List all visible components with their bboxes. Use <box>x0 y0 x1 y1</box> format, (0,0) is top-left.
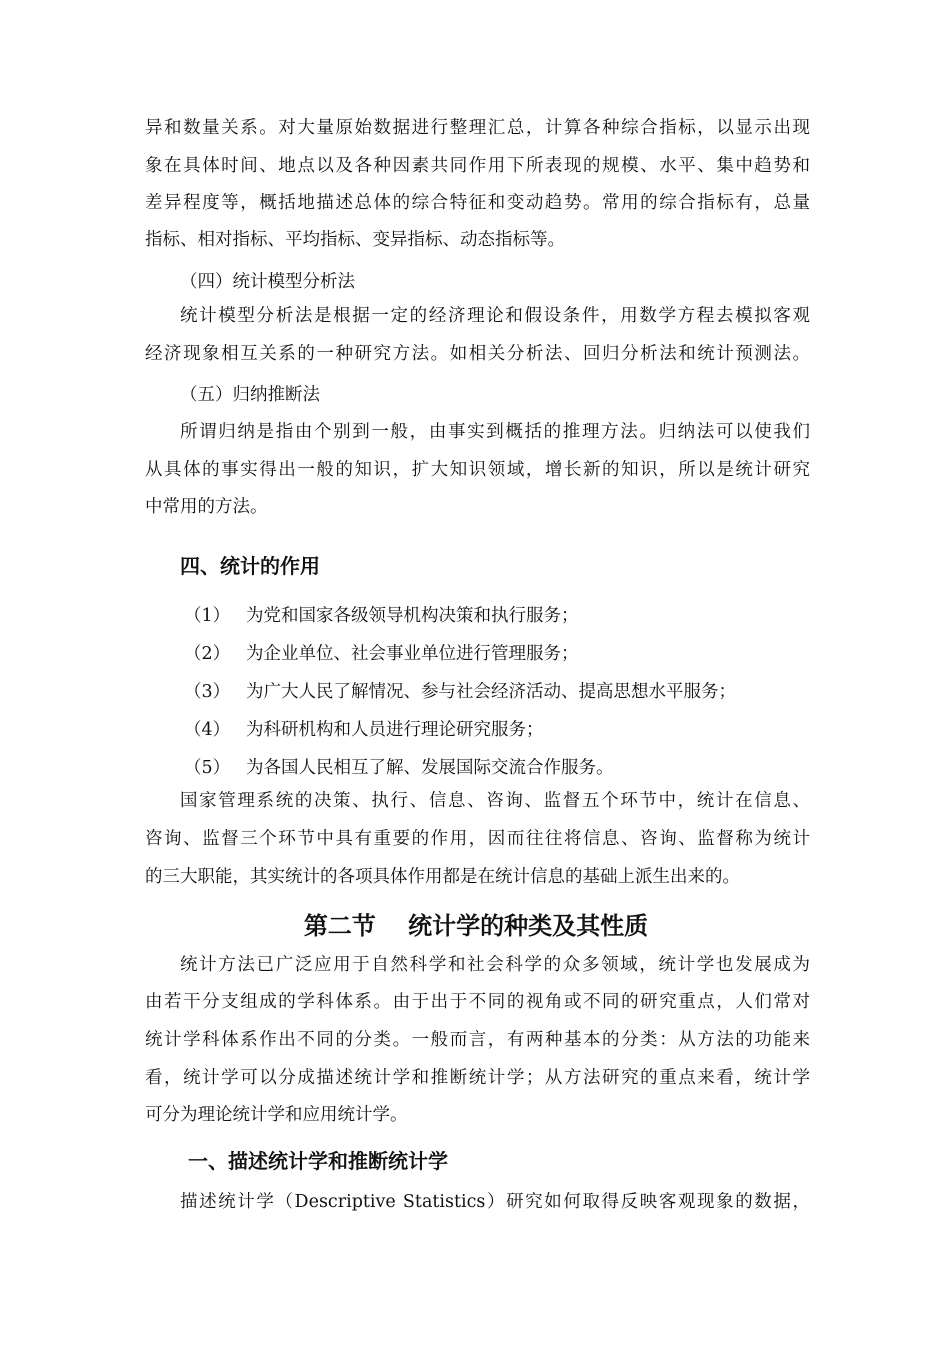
paragraph-line: 描述统计学（Descriptive Statistics）研究如何取得反映客观现象的数据， <box>180 1192 810 1212</box>
role-list-item: （4） 为科研机构和人员进行理论研究服务； <box>184 720 544 740</box>
paragraph-line: 看，统计学可以分成描述统计学和推断统计学；从方法研究的重点来看，统计学 <box>145 1068 810 1088</box>
role-list-item: （2） 为企业单位、社会事业单位进行管理服务； <box>184 644 579 664</box>
paragraph-line: 可分为理论统计学和应用统计学。 <box>145 1105 408 1125</box>
paragraph-line: 异和数量关系。对大量原始数据进行整理汇总，计算各种综合指标，以显示出现 <box>145 118 810 138</box>
paragraph-line: 的三大职能，其实统计的各项具体作用都是在统计信息的基础上派生出来的。 <box>145 867 740 887</box>
paragraph-line: 统计模型分析法是根据一定的经济理论和假设条件，用数学方程去模拟客观 <box>180 306 810 326</box>
section-title: 第二节 统计学的种类及其性质 <box>303 912 649 940</box>
paragraph-line: 差异程度等，概括地描述总体的综合特征和变动趋势。常用的综合指标有，总量 <box>145 193 810 213</box>
paragraph-line: 统计方法已广泛应用于自然科学和社会科学的众多领域，统计学也发展成为 <box>180 955 810 975</box>
paragraph-line: 咨询、监督三个环节中具有重要的作用，因而往往将信息、咨询、监督称为统计 <box>145 829 810 849</box>
paragraph-line: 中常用的方法。 <box>145 497 268 517</box>
heading-descriptive-inferential: 一、描述统计学和推断统计学 <box>188 1149 448 1173</box>
paragraph-line: 国家管理系统的决策、执行、信息、咨询、监督五个环节中，统计在信息、 <box>180 791 810 811</box>
paragraph-line: 所谓归纳是指由个别到一般，由事实到概括的推理方法。归纳法可以使我们 <box>180 422 810 442</box>
subheading-induction: （五）归纳推断法 <box>180 385 320 405</box>
role-list-item: （3） 为广大人民了解情况、参与社会经济活动、提高思想水平服务； <box>184 682 736 702</box>
subheading-model-analysis: （四）统计模型分析法 <box>180 272 355 292</box>
paragraph-line: 指标、相对指标、平均指标、变异指标、动态指标等。 <box>145 230 565 250</box>
role-list-item: （1） 为党和国家各级领导机构决策和执行服务； <box>184 606 579 626</box>
paragraph-line: 从具体的事实得出一般的知识，扩大知识领域，增长新的知识，所以是统计研究 <box>145 460 810 480</box>
paragraph-line: 象在具体时间、地点以及各种因素共同作用下所表现的规模、水平、集中趋势和 <box>145 156 810 176</box>
role-list-item: （5） 为各国人民相互了解、发展国际交流合作服务。 <box>184 758 614 778</box>
paragraph-line: 统计学科体系作出不同的分类。一般而言，有两种基本的分类：从方法的功能来 <box>145 1030 810 1050</box>
paragraph-line: 经济现象相互关系的一种研究方法。如相关分析法、回归分析法和统计预测法。 <box>145 344 810 364</box>
paragraph-line: 由若干分支组成的学科体系。由于出于不同的视角或不同的研究重点，人们常对 <box>145 992 810 1012</box>
heading-role-of-statistics: 四、统计的作用 <box>180 554 320 578</box>
